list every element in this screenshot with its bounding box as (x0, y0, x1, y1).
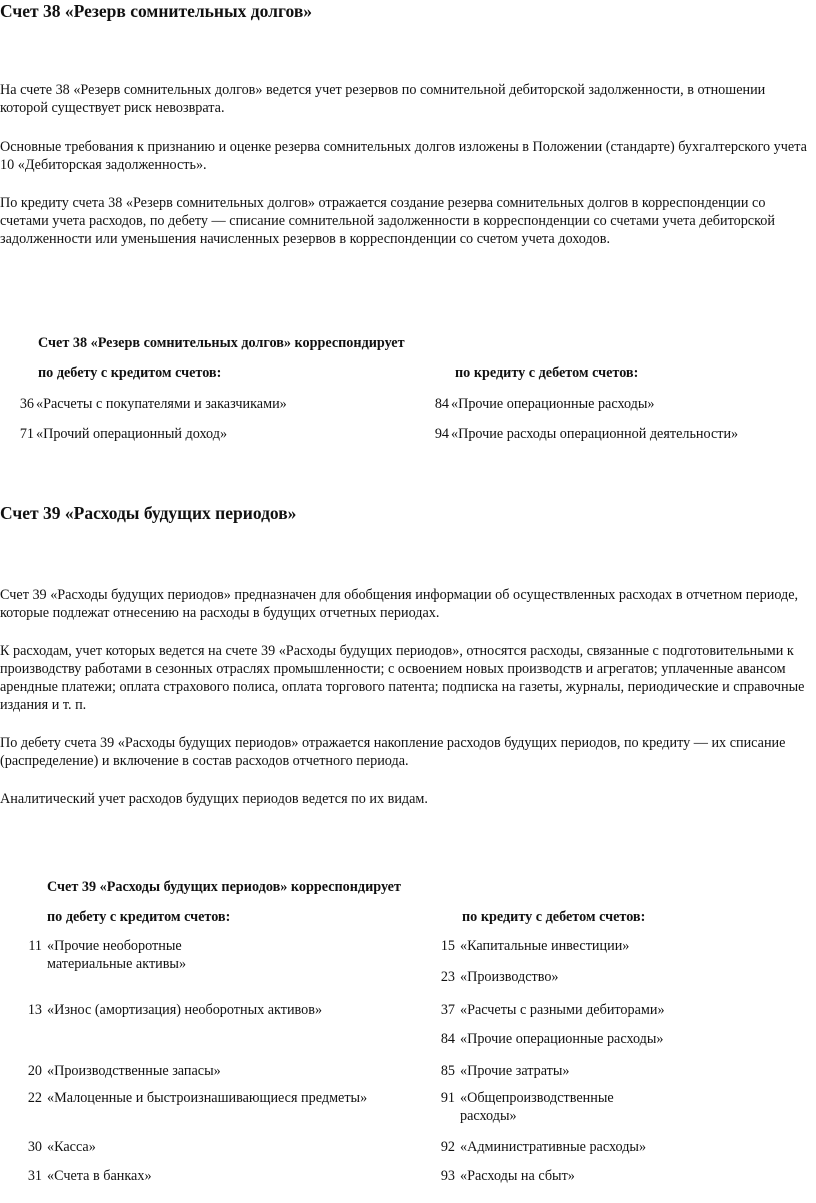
account-number: 94 (434, 426, 449, 442)
account-name: «Прочие затраты» (460, 1063, 570, 1079)
account-number: 36 (19, 396, 34, 412)
account-name: «Производственные запасы» (47, 1063, 221, 1079)
corr-39-credit-row (437, 937, 629, 955)
corr-39-credit-row (437, 1167, 575, 1185)
section-38-paragraph-1: На счете 38 «Резерв сомнительных долгов» ведется учет резервов по сомнительной дебиторской задолженности, в отношении которой существует риск невозврата. (0, 82, 766, 116)
account-name: «Малоценные и быстроизнашивающиеся предметы» (47, 1090, 368, 1106)
account-name: «Расчеты с покупателями и заказчиками» (36, 396, 287, 412)
account-name: «Общепроизводственные расходы» (460, 1090, 614, 1124)
section-39-paragraph-2: К расходам, учет которых ведется на счете 39 «Расходы будущих периодов», относятся расходы, связанные с подготовительными к производству работами в сезонных отраслях промышленности; с освоением новых производств и агрегатов; уплаченные авансом арендные платежи; оплата страхового полиса, оплата торгового патента; подписка на газеты, журналы, периодические и справочные издания и т. п. (0, 643, 805, 713)
account-name: «Производство» (460, 969, 559, 985)
account-number: 15 (440, 938, 455, 954)
corr-39-debit-row (24, 1089, 367, 1107)
account-number: 92 (440, 1139, 455, 1155)
section-39-paragraph-1: Счет 39 «Расходы будущих периодов» предназначен для обобщения информации об осуществленных расходах в отчетном периоде, которые подлежат отнесению на расходы в будущих отчетных периодах. (0, 587, 799, 621)
account-number: 37 (440, 1002, 455, 1018)
account-number: 11 (28, 938, 42, 954)
corr-38-debit-header: по дебету с кредитом счетов: (38, 365, 222, 381)
section-38-paragraph-2: Основные требования к признанию и оценке резерва сомнительных долгов изложены в Положении (стандарте) бухгалтерского учета 10 «Дебиторская задолженность». (0, 139, 807, 173)
account-number: 23 (440, 969, 455, 985)
corr-39-debit-header: по дебету с кредитом счетов: (47, 909, 231, 925)
account-name: «Капитальные инвестиции» (460, 938, 630, 954)
account-number: 91 (440, 1090, 455, 1106)
section-38-title: Счет 38 «Резерв сомнительных долгов» (0, 1, 313, 21)
account-name: «Расходы на сбыт» (460, 1168, 575, 1184)
corr-39-credit-row (437, 1062, 570, 1080)
account-name: «Прочие операционные расходы» (451, 396, 655, 412)
account-number: 85 (440, 1063, 455, 1079)
section-39-paragraph-3: По дебету счета 39 «Расходы будущих периодов» отражается накопление расходов будущих периодов, по кредиту — их списание (распределение) и включение в состав расходов отчетного периода. (0, 735, 786, 769)
corr-38-debit-row (18, 395, 287, 413)
account-number: 13 (27, 1002, 42, 1018)
account-number: 20 (27, 1063, 42, 1079)
account-number: 93 (440, 1168, 455, 1184)
account-name: «Прочие расходы операционной деятельности» (451, 426, 739, 442)
section-38-paragraph-3: По кредиту счета 38 «Резерв сомнительных долгов» отражается создание резерва сомнительных долгов в корреспонденции со счетами учета расходов, по дебету — списание сомнительной задолженности в корреспонденции со счетами учета дебиторской задолженности или уменьшения начисленных резервов в корреспонденции со счетом учета доходов. (0, 195, 775, 247)
corr-39-debit-row (24, 1138, 96, 1156)
corr-39-credit-row (437, 1001, 665, 1019)
section-39-title: Счет 39 «Расходы будущих периодов» (0, 503, 297, 523)
account-name: «Административные расходы» (460, 1139, 647, 1155)
corr-39-credit-row (437, 1138, 646, 1156)
corr-38-title: Счет 38 «Резерв сомнительных долгов» корреспондирует (38, 335, 405, 351)
corr-39-credit-row (437, 968, 559, 986)
account-number: 84 (440, 1031, 455, 1047)
section-39-paragraph-4: Аналитический учет расходов будущих периодов ведется по их видам. (0, 791, 428, 807)
corr-39-credit-header: по кредиту с дебетом счетов: (462, 909, 646, 925)
account-name: «Прочие операционные расходы» (460, 1031, 664, 1047)
corr-39-credit-row (437, 1030, 664, 1048)
corr-38-credit-header: по кредиту с дебетом счетов: (455, 365, 639, 381)
account-name: «Износ (амортизация) необоротных активов» (47, 1002, 323, 1018)
account-number: 31 (27, 1168, 42, 1184)
account-name: «Прочий операционный доход» (36, 426, 228, 442)
corr-39-debit-row (24, 1001, 322, 1019)
account-number: 71 (19, 426, 34, 442)
corr-38-debit-row (18, 425, 227, 443)
corr-38-credit-row (433, 395, 655, 413)
account-name: «Касса» (47, 1139, 96, 1155)
account-name: «Расчеты с разными дебиторами» (460, 1002, 665, 1018)
account-number: 30 (27, 1139, 42, 1155)
account-name: «Счета в банках» (47, 1168, 152, 1184)
account-number: 84 (434, 396, 449, 412)
account-name: «Прочие необоротные материальные активы» (47, 938, 187, 972)
account-number: 22 (27, 1090, 42, 1106)
corr-39-credit-row (437, 1089, 630, 1125)
corr-39-debit-row (24, 937, 207, 973)
corr-39-debit-row (24, 1167, 152, 1185)
corr-39-title: Счет 39 «Расходы будущих периодов» корреспондирует (47, 879, 401, 895)
corr-38-credit-row (433, 425, 738, 443)
corr-39-debit-row (24, 1062, 221, 1080)
